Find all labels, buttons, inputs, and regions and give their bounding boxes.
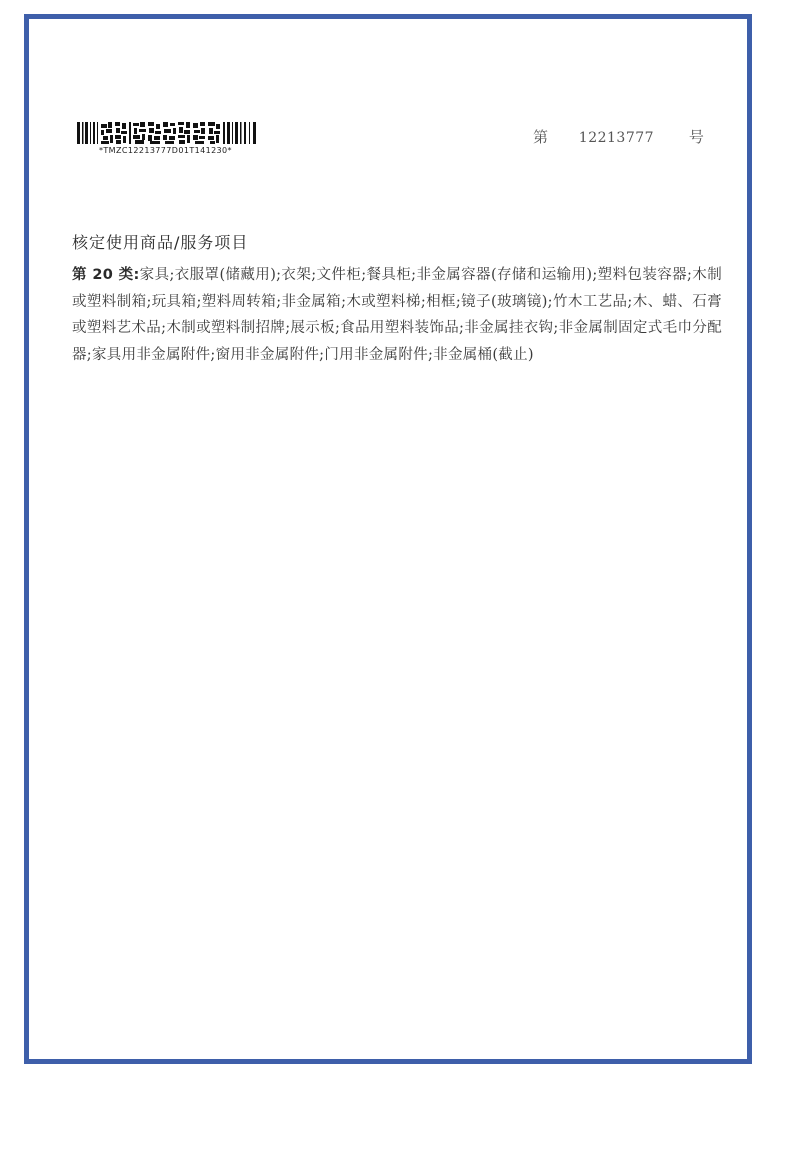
barcode-text: *TMZC12213777D01T141230* [99,146,232,155]
goods-list [72,262,722,368]
goods-class-label: 第 20 类: [72,267,140,283]
registration-number [533,126,704,147]
registration-number-value: 12213777 [578,130,655,146]
section-title: 核定使用商品/服务项目 [72,233,249,252]
barcode-block [77,122,267,155]
page-border [24,14,752,1064]
registration-suffix: 号 [688,128,704,146]
registration-prefix: 第 [533,128,549,146]
goods-items-text: 家具;衣服罩(储藏用);衣架;文件柜;餐具柜;非金属容器(存储和运输用);塑料包装容器;木制或塑料制箱;玩具箱;塑料周转箱;非金属箱;木或塑料梯;相框;镜子(玻璃镜);竹木工艺品;木、蜡、石膏或塑料艺术品;木制或塑料制招牌;展示板;食品用塑料装饰品;非金属挂衣钩;非金属制固定式毛巾分配器;家具用非金属附件;窗用非金属附件;门用非金属附件;非金属桶(截止) [72,267,722,363]
barcode-image [77,122,261,144]
